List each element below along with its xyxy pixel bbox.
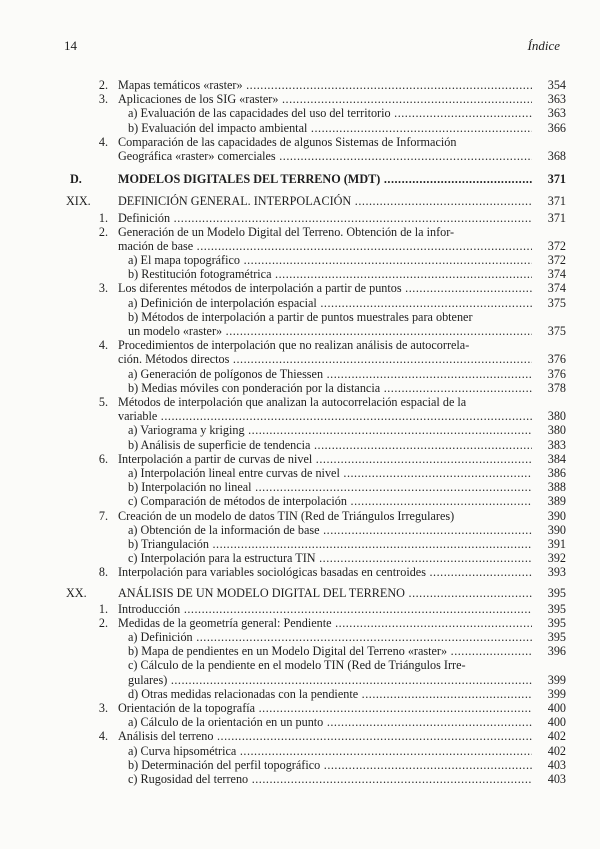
entry-page: 400 xyxy=(547,715,566,730)
entry-number: 1. xyxy=(98,601,108,616)
entry-page: 380 xyxy=(547,409,566,424)
toc-entry xyxy=(66,338,566,366)
entry-text: c) Interpolación para la estructura TIN ..... xyxy=(128,551,532,565)
entry-text: c) Rugosidad del terreno ..... xyxy=(128,772,532,786)
entry-text-line2-row xyxy=(128,673,566,687)
entry-number: 4. xyxy=(98,134,108,149)
entry-text: b) Triangulación ..... xyxy=(128,537,532,551)
entry-number: 2. xyxy=(98,77,108,92)
entry-page: 390 xyxy=(547,522,566,537)
entry-page: 372 xyxy=(547,238,566,253)
entry-page: 395 xyxy=(547,585,566,600)
toc-entry xyxy=(66,211,566,225)
toc-entry xyxy=(66,381,566,395)
entry-number: 6. xyxy=(98,451,108,466)
entry-page: 396 xyxy=(547,644,566,659)
entry-number: 3. xyxy=(98,701,108,716)
toc-entry xyxy=(66,644,566,658)
entry-text: a) Generación de polígonos de Thiessen ..... xyxy=(128,367,532,381)
entry-number: 1. xyxy=(98,210,108,225)
toc-entry xyxy=(66,715,566,729)
entry-number: 3. xyxy=(98,92,108,107)
entry-text: b) Interpolación no lineal ..... xyxy=(128,480,532,494)
entry-page: 376 xyxy=(547,352,566,367)
entry-text-line2-row xyxy=(118,149,566,163)
entry-page: 375 xyxy=(547,295,566,310)
entry-page: 372 xyxy=(547,253,566,268)
entry-text-line2-row xyxy=(118,239,566,253)
entry-text: Los diferentes métodos de interpolación a partir de puntos ..... xyxy=(118,281,532,295)
entry-text-line2-row xyxy=(118,352,566,366)
entry-text: c) Comparación de métodos de interpolación ..... xyxy=(128,494,532,508)
toc-entry xyxy=(66,480,566,494)
entry-number: 2. xyxy=(98,224,108,239)
entry-text: a) Curva hipsométrica ..... xyxy=(128,744,532,758)
entry-text-line2: mación de base ..... xyxy=(118,239,532,253)
entry-page: 388 xyxy=(547,480,566,495)
toc-entry xyxy=(66,253,566,267)
entry-text: DEFINICIÓN GENERAL. INTERPOLACIÓN ..... xyxy=(118,194,532,208)
entry-text: a) Variograma y kriging ..... xyxy=(128,423,532,437)
toc-entry xyxy=(66,701,566,715)
entry-text: Aplicaciones de los SIG «raster» ..... xyxy=(118,92,532,106)
entry-text: Medidas de la geometría general: Pendiente ..... xyxy=(118,616,532,630)
toc-entry xyxy=(66,395,566,423)
entry-page: 371 xyxy=(547,172,566,187)
entry-text: b) Determinación del perfil topográfico ..... xyxy=(128,758,532,772)
entry-page: 399 xyxy=(547,672,566,687)
toc-entry xyxy=(66,630,566,644)
toc-entry xyxy=(66,296,566,310)
chapter-heading xyxy=(66,194,566,208)
toc-entry xyxy=(66,687,566,701)
toc-entry xyxy=(66,729,566,743)
entry-page: 376 xyxy=(547,366,566,381)
entry-text-line1: Métodos de interpolación que analizan la autocorrelación espacial de la xyxy=(118,395,467,410)
entry-number: 4. xyxy=(98,338,108,353)
entry-text-line1: c) Cálculo de la pendiente en el modelo TIN (Red de Triángulos Irre- xyxy=(128,658,466,673)
page-number: 14 xyxy=(64,38,77,53)
entry-number: 8. xyxy=(98,565,108,580)
entry-text-line1: b) Métodos de interpolación a partir de puntos muestrales para obtener xyxy=(128,309,473,324)
entry-text: Interpolación a partir de curvas de nivel ..... xyxy=(118,452,532,466)
toc-entry xyxy=(66,225,566,253)
entry-text: b) Evaluación del impacto ambiental ..... xyxy=(128,121,532,135)
entry-number: XX. xyxy=(66,585,87,600)
entry-text: Análisis del terreno ..... xyxy=(118,729,532,743)
toc-entry xyxy=(66,509,566,523)
entry-number: 2. xyxy=(98,615,108,630)
toc-entry xyxy=(66,367,566,381)
entry-number: 7. xyxy=(98,508,108,523)
entry-text: Creación de un modelo de datos TIN (Red de Triángulos Irregulares) xyxy=(118,508,455,523)
entry-text-line2: variable ..... xyxy=(118,409,532,423)
entry-page: 395 xyxy=(547,615,566,630)
entry-page: 393 xyxy=(547,565,566,580)
entry-page: 363 xyxy=(547,92,566,107)
entry-page: 391 xyxy=(547,536,566,551)
toc-entry xyxy=(66,423,566,437)
entry-text-line2: un modelo «raster» ..... xyxy=(128,324,532,338)
entry-page: 378 xyxy=(547,380,566,395)
entry-page: 380 xyxy=(547,423,566,438)
entry-page: 386 xyxy=(547,466,566,481)
entry-number: D. xyxy=(70,172,82,187)
toc-entry xyxy=(66,616,566,630)
entry-text: MODELOS DIGITALES DEL TERRENO (MDT) ..... xyxy=(118,172,532,186)
entry-text-line1: Comparación de las capacidades de algunos Sistemas de Información xyxy=(118,134,457,149)
entry-body xyxy=(118,338,566,366)
entry-text: b) Medias móviles con ponderación por la distancia ..... xyxy=(128,381,532,395)
entry-page: 399 xyxy=(547,686,566,701)
toc-entry xyxy=(66,602,566,616)
toc-entry xyxy=(66,523,566,537)
entry-page: 395 xyxy=(547,601,566,616)
toc-entry xyxy=(66,135,566,163)
entry-text: a) Interpolación lineal entre curvas de nivel ..... xyxy=(128,466,532,480)
toc-entry xyxy=(66,551,566,565)
toc-entry xyxy=(66,758,566,772)
entry-body xyxy=(128,310,566,338)
entry-page: 371 xyxy=(547,210,566,225)
toc-entry xyxy=(66,658,566,686)
entry-body xyxy=(118,135,566,163)
entry-text: a) El mapa topográfico ..... xyxy=(128,253,532,267)
entry-body xyxy=(118,395,566,423)
entry-text: b) Análisis de superficie de tendencia ..... xyxy=(128,438,532,452)
toc-entry xyxy=(66,537,566,551)
entry-page: 374 xyxy=(547,281,566,296)
entry-page: 400 xyxy=(547,701,566,716)
entry-text-line1: Generación de un Modelo Digital del Terreno. Obtención de la infor- xyxy=(118,224,455,239)
running-header-title: Índice xyxy=(527,38,560,53)
entry-number: 4. xyxy=(98,729,108,744)
entry-text: a) Evaluación de las capacidades del uso del territorio ..... xyxy=(128,106,532,120)
entry-text: a) Obtención de la información de base ..... xyxy=(128,523,532,537)
toc-entry xyxy=(66,744,566,758)
entry-text-line2-row xyxy=(128,324,566,338)
chapter-heading xyxy=(66,586,566,600)
entry-body xyxy=(118,225,566,253)
toc-entry xyxy=(66,565,566,579)
table-of-contents xyxy=(66,78,566,786)
toc-entry xyxy=(66,494,566,508)
entry-page: 371 xyxy=(547,194,566,209)
entry-page: 366 xyxy=(547,120,566,135)
entry-page: 363 xyxy=(547,106,566,121)
entry-number: XIX. xyxy=(66,194,91,209)
entry-page: 390 xyxy=(547,508,566,523)
entry-text: b) Mapa de pendientes en un Modelo Digital del Terreno «raster» ..... xyxy=(128,644,532,658)
entry-number: 5. xyxy=(98,395,108,410)
toc-entry xyxy=(66,310,566,338)
entry-text: a) Definición de interpolación espacial ..... xyxy=(128,296,532,310)
entry-text: b) Restitución fotogramétrica ..... xyxy=(128,267,532,281)
entry-text: Definición ..... xyxy=(118,211,532,225)
entry-text-line1: Procedimientos de interpolación que no realizan análisis de autocorrela- xyxy=(118,338,470,353)
entry-text-line2: ción. Métodos directos ..... xyxy=(118,352,532,366)
entry-text: Interpolación para variables sociológicas basadas en centroides ..... xyxy=(118,565,532,579)
entry-page: 374 xyxy=(547,267,566,282)
entry-text: a) Definición ..... xyxy=(128,630,532,644)
entry-text: d) Otras medidas relacionadas con la pendiente ..... xyxy=(128,687,532,701)
entry-text: a) Cálculo de la orientación en un punto ..... xyxy=(128,715,532,729)
toc-entry xyxy=(66,78,566,92)
entry-text: Mapas temáticos «raster» ..... xyxy=(118,78,532,92)
entry-page: 384 xyxy=(547,451,566,466)
entry-page: 354 xyxy=(547,77,566,92)
entry-page: 392 xyxy=(547,551,566,566)
entry-page: 389 xyxy=(547,494,566,509)
entry-text: ANÁLISIS DE UN MODELO DIGITAL DEL TERRENO ..... xyxy=(118,586,532,600)
entry-page: 383 xyxy=(547,437,566,452)
entry-page: 395 xyxy=(547,630,566,645)
entry-page: 402 xyxy=(547,729,566,744)
toc-entry xyxy=(66,121,566,135)
toc-entry xyxy=(66,466,566,480)
toc-entry xyxy=(66,772,566,786)
toc-entry xyxy=(66,282,566,296)
toc-entry xyxy=(66,452,566,466)
entry-number: 3. xyxy=(98,281,108,296)
entry-indent xyxy=(66,310,128,338)
entry-page: 403 xyxy=(547,757,566,772)
entry-page: 368 xyxy=(547,148,566,163)
entry-text: Orientación de la topografía ..... xyxy=(118,701,532,715)
toc-entry xyxy=(66,438,566,452)
entry-text-line2: gulares) ..... xyxy=(128,673,532,687)
entry-text: Introducción ..... xyxy=(118,602,532,616)
entry-body xyxy=(128,658,566,686)
entry-indent xyxy=(66,658,128,686)
toc-entry xyxy=(66,92,566,106)
entry-text-line2-row xyxy=(118,409,566,423)
entry-text-line2: Geográfica «raster» comerciales ..... xyxy=(118,149,532,163)
toc-entry xyxy=(66,267,566,281)
section-heading xyxy=(66,172,566,186)
toc-entry xyxy=(66,106,566,120)
entry-page: 403 xyxy=(547,771,566,786)
entry-page: 375 xyxy=(547,324,566,339)
entry-page: 402 xyxy=(547,743,566,758)
